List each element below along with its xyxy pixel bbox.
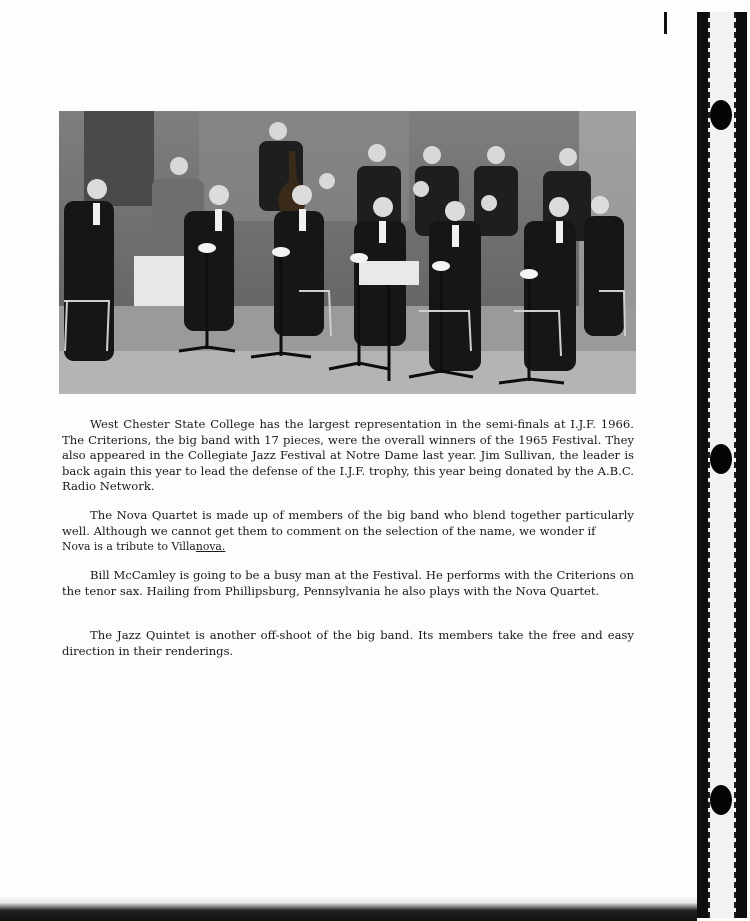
article-paragraph-4 <box>62 628 634 659</box>
binder-hole-top <box>710 100 732 130</box>
article-paragraph-1 <box>62 417 634 495</box>
paragraph-1-text: West Chester State College has the largest representation in the semi-finals at I.J.F. 1966. The Criterions, the big band with 17 pieces, were the overall winners of the 1965 Festival. They also appeared in the Collegiate Jazz Festival at Notre Dame last year. Jim Sullivan, the leader is back again this year to lead the defense of the I.J.F. trophy, this year being donated by the A.B.C. Radio Network. <box>62 417 634 493</box>
article-paragraph-3 <box>62 568 634 599</box>
binder-hole-middle <box>710 444 732 474</box>
binder-hole-bottom <box>710 785 732 815</box>
paragraph-2-text: The Nova Quartet is made up of members of the big band who blend together particularly well. Although we cannot get them to comment on the selection of the name, we wonder if <box>62 508 634 538</box>
paragraph-4-text: The Jazz Quintet is another off-shoot of the big band. Its members take the free and easy direction in their renderings. <box>62 628 634 658</box>
paragraph-2-tail: Nova is a tribute to Villa <box>62 540 196 553</box>
crop-mark <box>664 12 667 34</box>
article-paragraph-2 <box>62 508 634 555</box>
paragraph-2-block <box>62 508 634 555</box>
band-photograph <box>59 111 636 394</box>
paragraph-3-text: Bill McCamley is going to be a busy man at the Festival. He performs with the Criterions on the tenor sax. Hailing from Phillipsburg, Pennsylvania he also plays with the Nova Quartet. <box>62 568 634 598</box>
paragraph-2-underlined: nova. <box>195 540 226 553</box>
scan-bottom-edge <box>0 895 697 921</box>
band-photo-illustration <box>59 111 636 394</box>
